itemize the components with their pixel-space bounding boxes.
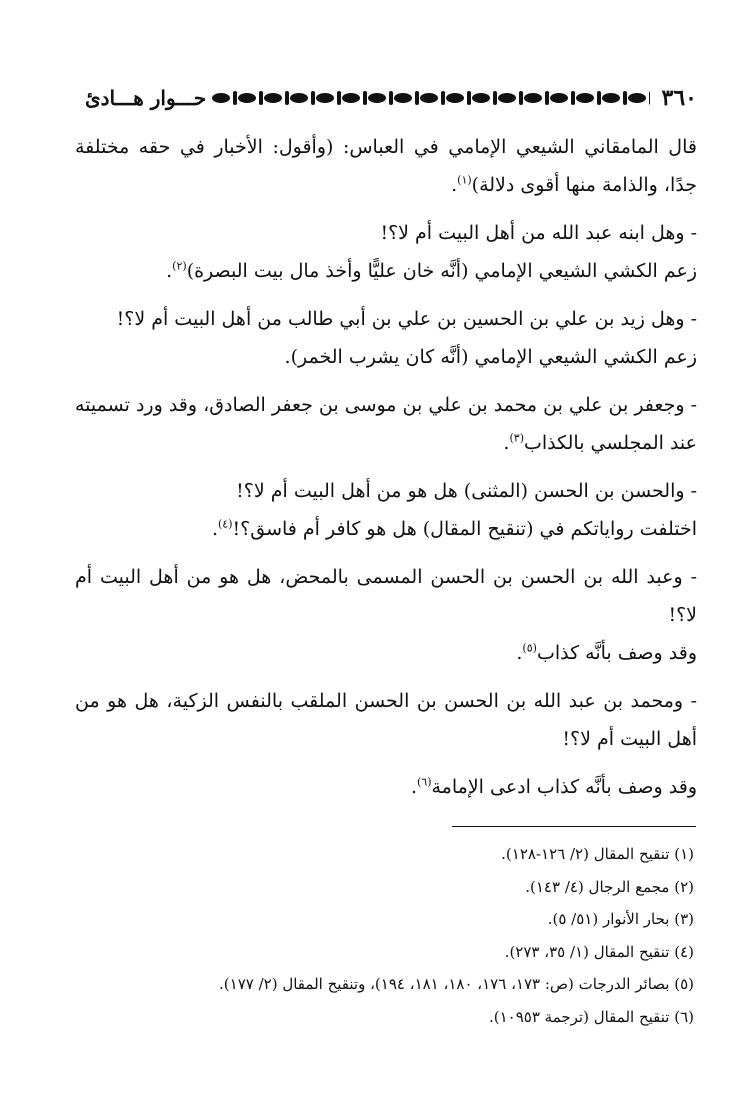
paragraph-text: زعم الكشي الشيعي الإمامي (أنَّه كان يشرب الخمر). (284, 346, 697, 368)
footnote-ref: (٢) (172, 259, 187, 273)
paragraph (75, 472, 697, 510)
footnote: (٦) تنقيح المقال (ترجمة ١٠٩٥٣). (488, 1007, 694, 1026)
paragraph (75, 682, 697, 758)
paragraph (75, 386, 697, 462)
paragraph-text: - ومحمد بن عبد الله بن الحسن بن الحسن الملقب بالنفس الزكية، هل هو من أهل البيت أم لا؟! (75, 690, 697, 750)
paragraph (75, 510, 697, 548)
paragraph-text: - وهل زيد بن علي بن الحسين بن علي بن أبي طالب من أهل البيت أم لا؟! (116, 308, 697, 330)
paragraph-text: - وعبد الله بن الحسن بن الحسن المسمى بالمحض، هل هو من أهل البيت أم لا؟! (75, 566, 697, 626)
paragraph-text: اختلفت رواياتكم في (تنقيح المقال) هل هو كافر أم فاسق؟! (232, 518, 697, 540)
paragraph-end: . (451, 174, 458, 196)
paragraph-text: وقد وصف بأنَّه كذاب ادعى الإمامة (431, 776, 697, 798)
footnote: (٤) تنقيح المقال (١/ ٣٥، ٢٧٣). (504, 942, 694, 961)
footnote: (٢) مجمع الرجال (٤/ ١٤٣). (525, 877, 694, 896)
paragraph (75, 128, 697, 204)
footnote-ref: (٥) (522, 641, 537, 655)
paragraph-end: . (166, 260, 173, 282)
footnote: (٥) بصائر الدرجات (ص: ١٧٣، ١٧٦، ١٨٠، ١٨١، ١٩٤)، وتنقيح المقال (٢/ ١٧٧). (219, 975, 694, 993)
paragraph (75, 300, 697, 338)
paragraph-text: قال المامقاني الشيعي الإمامي في العباس: (وأقول: الأخبار في حقه مختلفة جدًا، والذامة منها أقوى دلالة) (75, 136, 697, 196)
paragraph (75, 768, 697, 806)
paragraph (75, 252, 697, 290)
paragraph (75, 634, 697, 672)
footnote: (١) تنقيح المقال (٢/ ١٢٦-١٢٨). (501, 845, 694, 863)
paragraph-text: وقد وصف بأنَّه كذاب (536, 642, 697, 664)
paragraph-end: . (410, 776, 417, 798)
footnote-ref: (٣) (509, 431, 524, 445)
decorative-chain-icon (212, 88, 649, 108)
footnote-ref: (٤) (218, 517, 233, 531)
footnote: (٣) بحار الأنوار (٥١/ ٥). (547, 910, 694, 928)
paragraph (75, 558, 697, 634)
footnotes (150, 838, 694, 1033)
page-number: ٣٦٠ (661, 85, 697, 111)
book-title: حـــوار هـــادئ (85, 86, 207, 110)
paragraph-text: - وجعفر بن علي بن محمد بن علي بن موسى بن جعفر الصادق، وقد ورد تسميته عند المجلسي بالكذاب (75, 394, 697, 454)
footnote-ref: (١) (457, 173, 472, 187)
page-body (75, 128, 697, 806)
paragraph-text: زعم الكشي الشيعي الإمامي (أنَّه خان عليًّا وأخذ مال بيت البصرة) (186, 260, 697, 282)
paragraph-text: - وهل ابنه عبد الله من أهل البيت أم لا؟! (380, 222, 697, 244)
footnote-separator (452, 826, 696, 827)
paragraph-end: . (503, 432, 510, 454)
footnote-ref: (٦) (416, 775, 432, 789)
paragraph-end: . (516, 642, 523, 664)
paragraph (75, 338, 697, 376)
page-header (85, 84, 697, 112)
paragraph-text: - والحسن بن الحسن (المثنى) هل هو من أهل البيت أم لا؟! (236, 480, 697, 502)
paragraph-end: . (211, 518, 218, 540)
paragraph (75, 214, 697, 252)
